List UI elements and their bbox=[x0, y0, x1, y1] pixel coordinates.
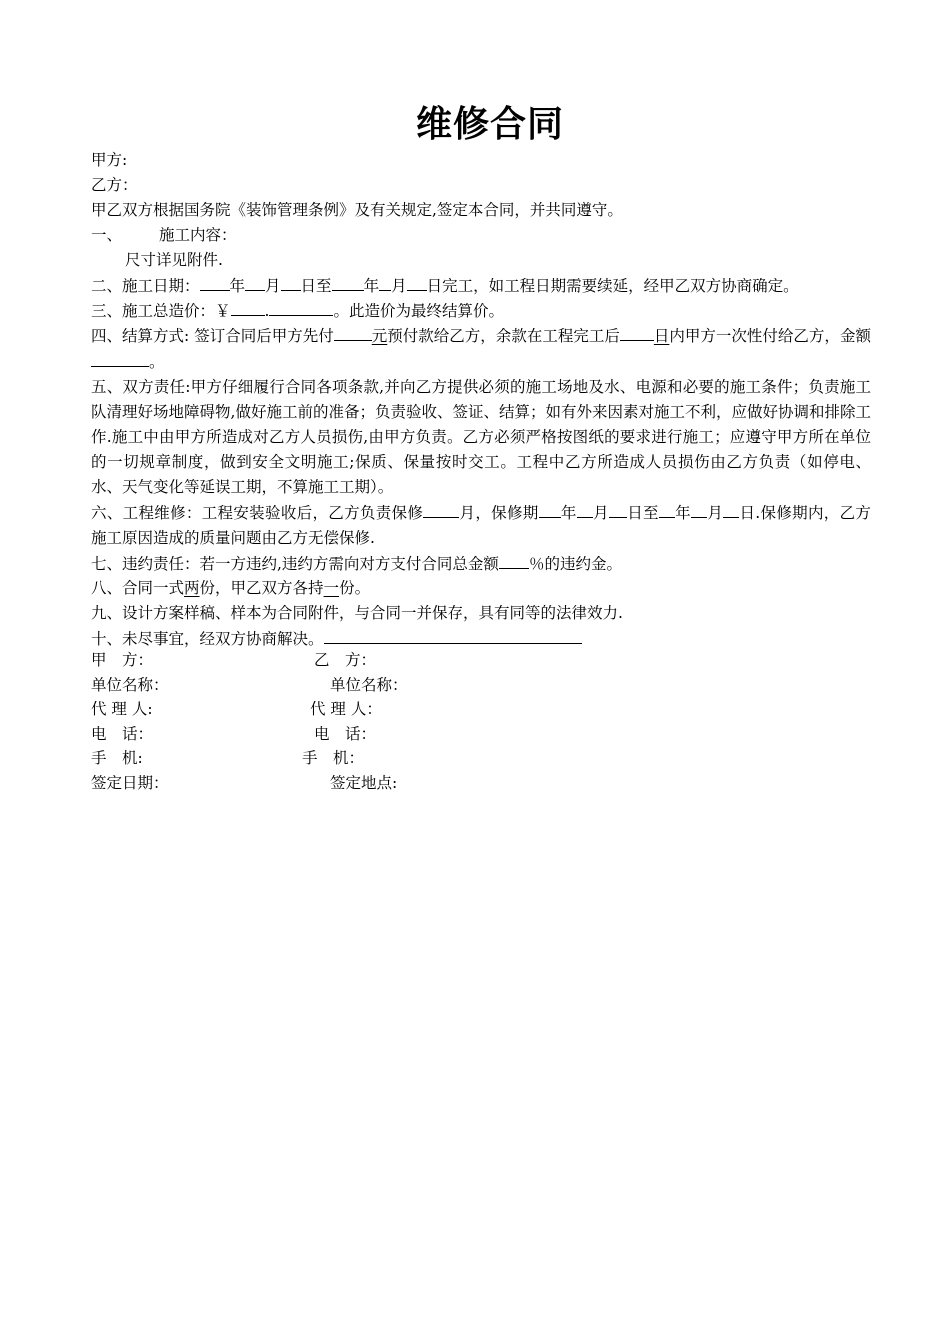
warranty-start-month-blank[interactable] bbox=[577, 500, 593, 518]
party-b-label: 乙 方： bbox=[314, 651, 377, 669]
end-year-blank[interactable] bbox=[332, 273, 364, 291]
section-9-attachments: 九、设计方案样稿、样本为合同附件，与合同一并保存，具有同等的法律效力. bbox=[91, 604, 623, 622]
phone-b-label: 电 话： bbox=[314, 724, 377, 743]
agent-a-label: 代 理 人: bbox=[91, 700, 153, 719]
section-2-construction-date: 二、施工日期： 年 月 日至 年 月 日完工，如工程日期需要续延，经甲乙双方协商确定。 bbox=[91, 273, 871, 298]
party-a-label: 甲 方： bbox=[91, 651, 154, 669]
start-year-blank[interactable] bbox=[200, 273, 230, 291]
unit-name-b-label: 单位名称： bbox=[330, 675, 408, 694]
section-5-responsibilities: 五、双方责任:甲方仔细履行合同各项条款,并向乙方提供必须的施工场地及水、电源和必要的施工条件；负责施工队清理好场地障碍物,做好施工前的准备；负责验收、签证、结算；如有外来因素对施工不利，应做好协调和排除工作.施工中由甲方所造成对乙方人员损伤,由甲方负责。乙方必须严格按图纸的要求进行施工；应遵守甲方所在单位的一切规章制度，做到安全文明施工;保质、保量按时交工。工程中乙方所造成人员损伤由乙方负责（如停电、水、天气变化等延误工期，不算施工工期）。 bbox=[91, 378, 871, 496]
section-3-total-price: 三、施工总造价：￥ . 。此造价为最终结算价。 bbox=[91, 298, 871, 323]
section-1-title: 施工内容： bbox=[159, 226, 237, 244]
unit-name-a-label: 单位名称： bbox=[91, 675, 169, 694]
warranty-start-day-blank[interactable] bbox=[609, 500, 627, 518]
warranty-end-year-blank[interactable] bbox=[659, 500, 675, 518]
agent-b-label: 代 理 人： bbox=[310, 700, 382, 719]
preamble: 甲乙双方根据国务院《装饰管理条例》及有关规定,签定本合同，并共同遵守。 bbox=[91, 201, 623, 219]
contract-body bbox=[91, 148, 871, 651]
warranty-start-year-blank[interactable] bbox=[539, 500, 561, 518]
prepayment-blank[interactable] bbox=[334, 323, 372, 341]
price-decimal-blank[interactable] bbox=[269, 298, 333, 316]
section-8-copies: 八、合同一式两份，甲乙双方各持一份。 bbox=[91, 579, 371, 597]
section-10-misc: 十、未尽事宜，经双方协商解决。 bbox=[91, 626, 871, 651]
document-title: 维修合同 bbox=[415, 103, 564, 145]
section-1-heading bbox=[91, 223, 871, 248]
end-month-blank[interactable] bbox=[379, 273, 391, 291]
party-a-line: 甲方: bbox=[91, 151, 128, 169]
balance-amount-blank[interactable] bbox=[91, 349, 149, 367]
copies-each: 一 bbox=[323, 579, 340, 597]
penalty-percent-blank[interactable] bbox=[499, 551, 529, 569]
price-integer-blank[interactable] bbox=[231, 298, 265, 316]
section-1-number: 一、 bbox=[91, 226, 123, 244]
section-7-breach: 七、违约责任：若一方违约,违约方需向对方支付合同总金额 ％的违约金。 bbox=[91, 551, 871, 576]
warranty-months-blank[interactable] bbox=[423, 500, 459, 518]
start-month-blank[interactable] bbox=[245, 273, 265, 291]
misc-blank-line[interactable] bbox=[324, 626, 582, 644]
section-4-settlement: 四、结算方式: 签订合同后甲方先付 元预付款给乙方，余款在工程完工后 日内甲方一次性付给乙方，金额。 bbox=[91, 323, 871, 375]
copies-count: 两 bbox=[184, 579, 200, 597]
days-after-completion-blank[interactable] bbox=[620, 323, 654, 341]
end-day-blank[interactable] bbox=[407, 273, 427, 291]
warranty-end-month-blank[interactable] bbox=[691, 500, 707, 518]
sign-place-label: 签定地点: bbox=[330, 773, 398, 792]
mobile-b-label: 手 机： bbox=[302, 749, 365, 768]
party-b-line: 乙方： bbox=[91, 176, 138, 194]
phone-a-label: 电 话： bbox=[91, 724, 154, 743]
start-day-blank[interactable] bbox=[281, 273, 301, 291]
warranty-end-day-blank[interactable] bbox=[723, 500, 739, 518]
sign-date-label: 签定日期： bbox=[91, 773, 169, 792]
section-1-detail: 尺寸详见附件. bbox=[125, 251, 223, 269]
section-6-maintenance: 六、工程维修：工程安装验收后，乙方负责保修 月，保修期 年 月 日至 年 月 日.保修期内，乙方施工原因造成的质量问题由乙方无偿保修. bbox=[91, 500, 871, 551]
mobile-a-label: 手 机: bbox=[91, 749, 143, 768]
